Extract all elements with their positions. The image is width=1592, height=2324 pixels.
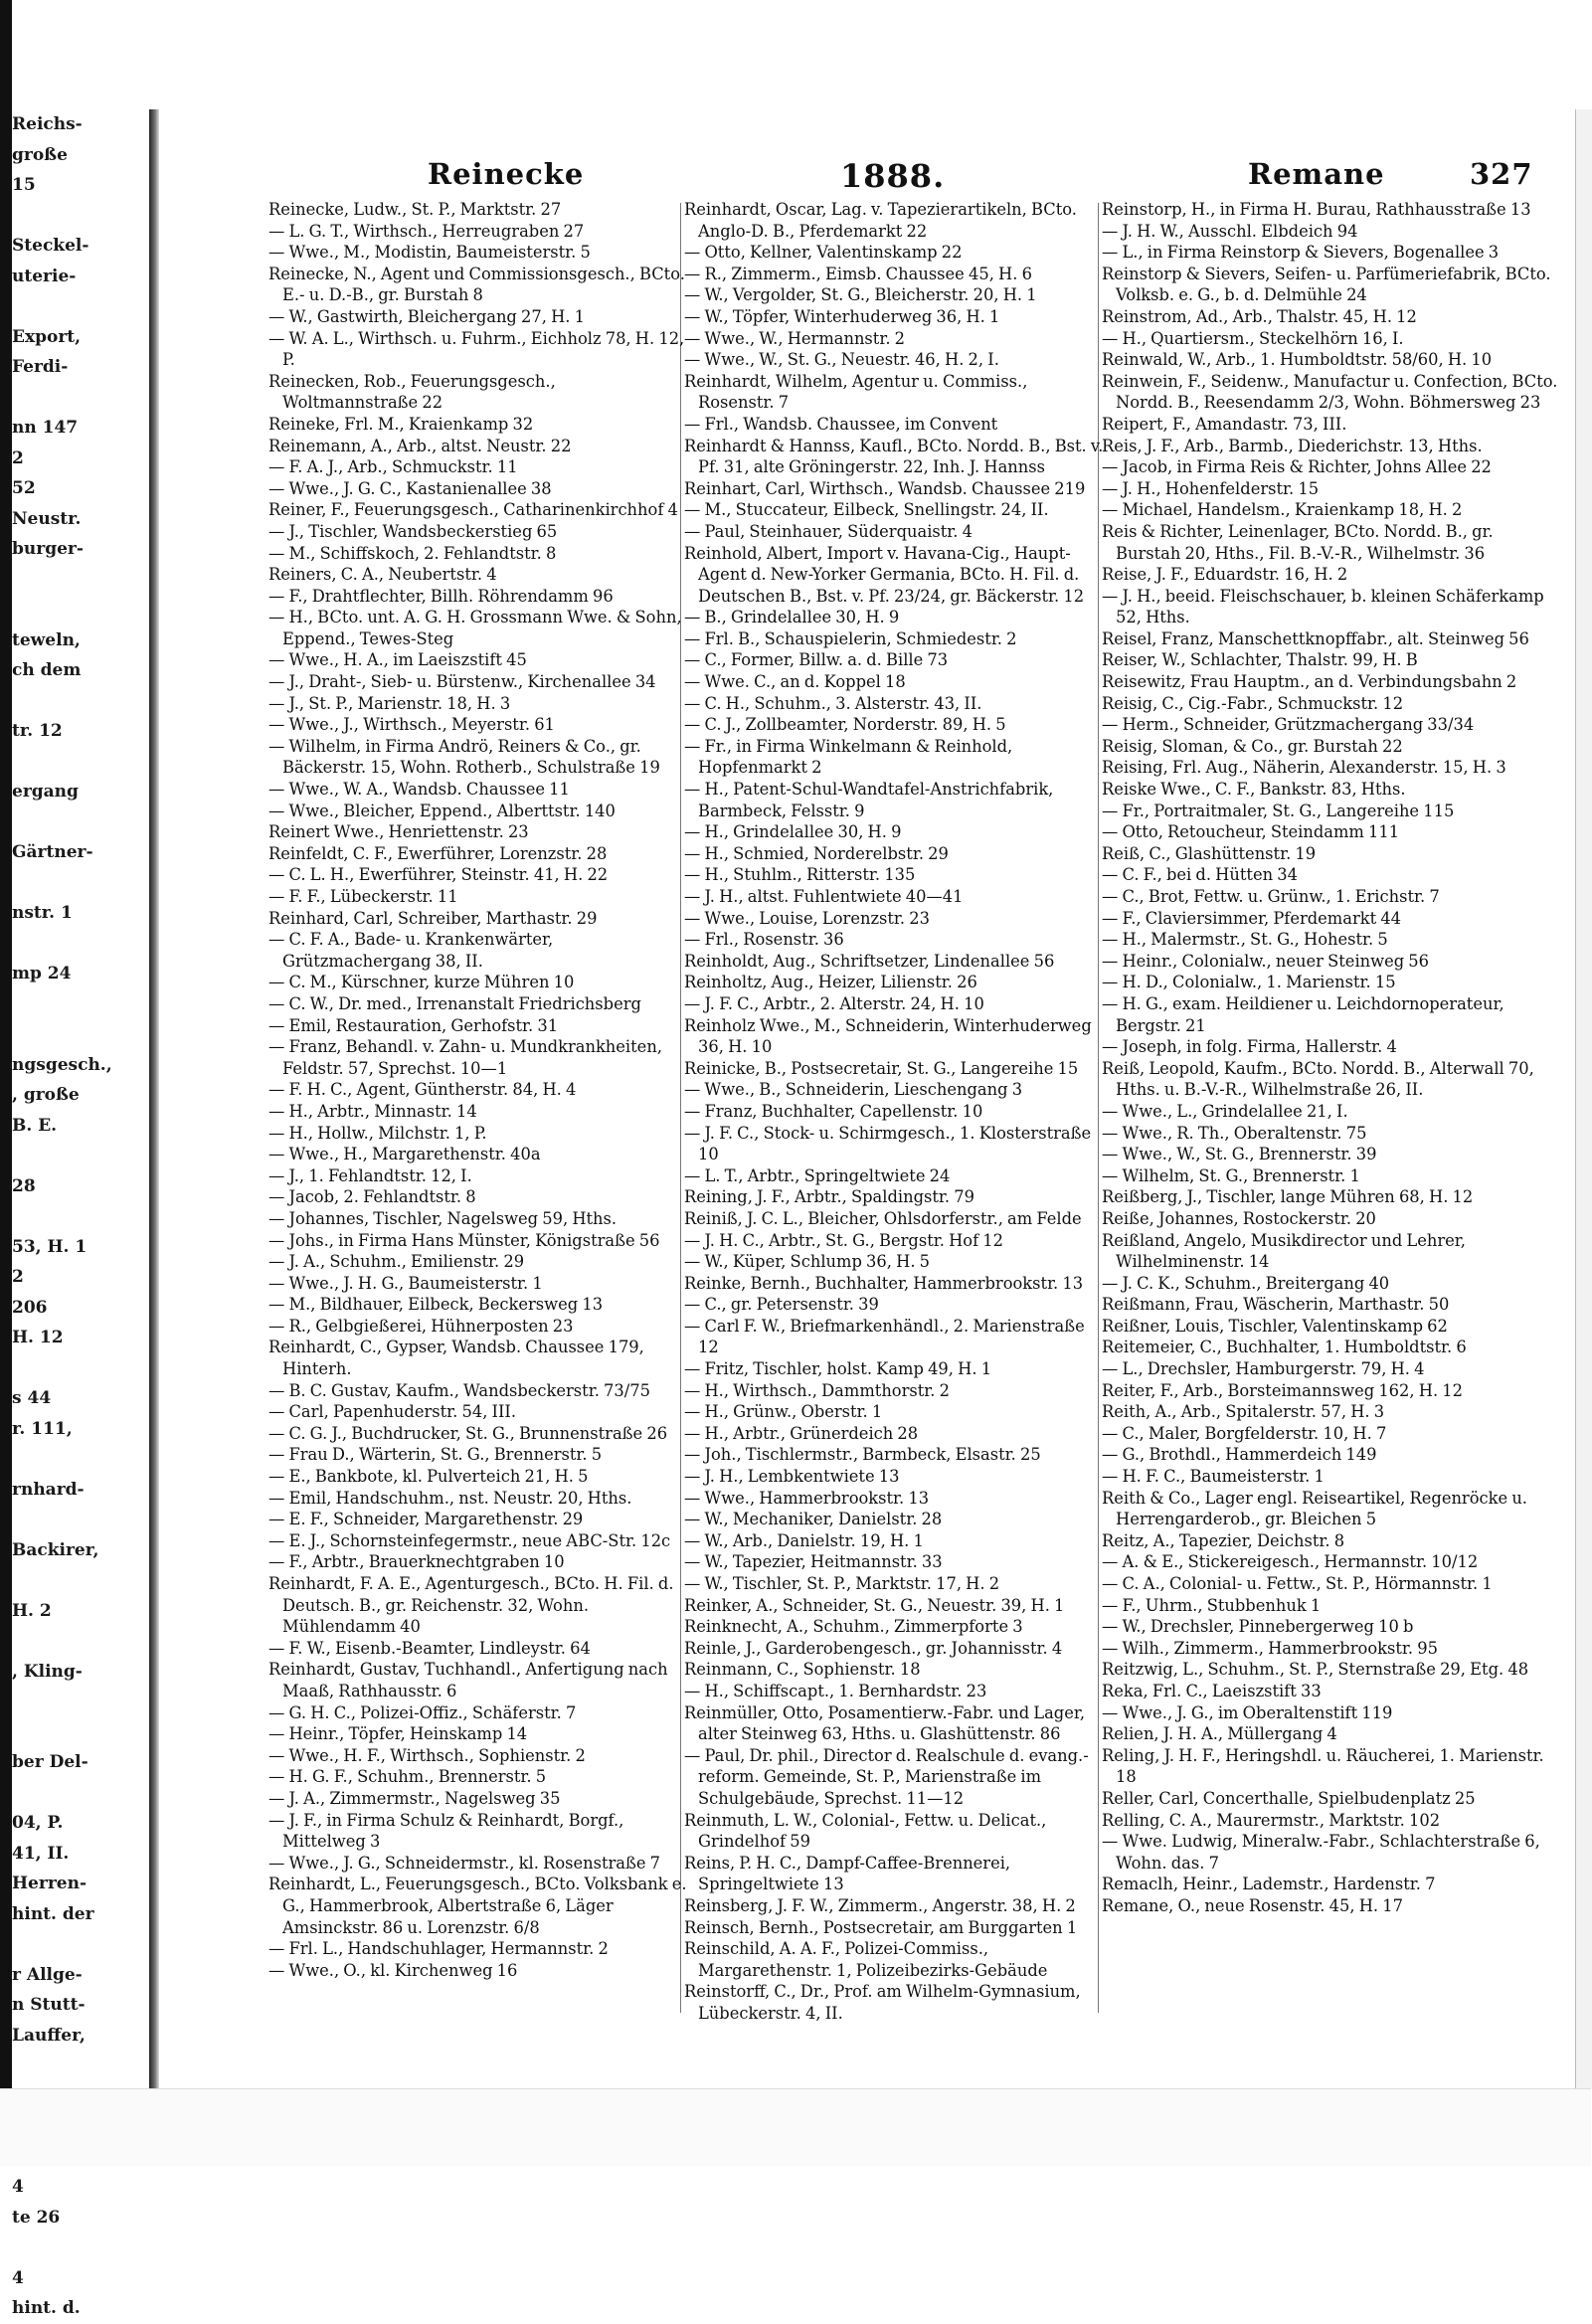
directory-entry: — H. G., exam. Heildiener u. Leichdornoperateur, Bergstr. 21: [1102, 993, 1504, 1035]
directory-entry: — Michael, Handelsm., Kraienkamp 18, H. 2: [1102, 500, 1463, 520]
directory-entry: — W., Tischler, St. P., Marktstr. 17, H. 2: [684, 1574, 1000, 1593]
directory-entry: Reißner, Louis, Tischler, Valentinskamp 62: [1102, 1316, 1448, 1336]
directory-entry: — Jacob, in Firma Reis & Richter, Johns Allee 22: [1102, 457, 1492, 477]
directory-entry: — W., Gastwirth, Bleichergang 27, H. 1: [268, 306, 586, 326]
facing-page-fragment: 4: [12, 2267, 24, 2288]
directory-entry: — Fritz, Tischler, holst. Kamp 49, H. 1: [684, 1359, 992, 1379]
facing-page-fragment: Herren-: [12, 1874, 88, 1893]
directory-entry: — H., Hollw., Milchstr. 1, P.: [268, 1123, 487, 1143]
column-1: [268, 199, 688, 2019]
directory-entry: — J., Draht-, Sieb- u. Bürstenw., Kirchenallee 34: [268, 672, 656, 692]
directory-entry: — M., Schiffskoch, 2. Fehlandtstr. 8: [268, 543, 557, 563]
facing-page-fragment: Backirer,: [12, 1539, 99, 1560]
directory-entry: Reitzwig, L., Schuhm., St. P., Sternstraße 29, Etg. 48: [1102, 1660, 1529, 1680]
book-gutter: [149, 109, 159, 2088]
directory-entry: Reiniß, J. C. L., Bleicher, Ohlsdorferstr., am Felde: [684, 1208, 1082, 1228]
directory-entry: Reinstorp, H., in Firma H. Burau, Rathhausstraße 13: [1102, 200, 1531, 219]
directory-entry: Remaclh, Heinr., Lademstr., Hardenstr. 7: [1102, 1875, 1436, 1894]
directory-entry: Reinhard, Carl, Schreiber, Marthastr. 29: [268, 908, 598, 928]
directory-entry: Reinholtz, Aug., Heizer, Lilienstr. 26: [684, 973, 977, 992]
facing-page-fragment: [12, 1505, 151, 1535]
facing-page-fragment: [12, 1778, 151, 1809]
facing-page-fragment: Steckel-: [12, 236, 89, 256]
directory-entry: — Wwe., J., Wirthsch., Meyerstr. 61: [268, 715, 555, 735]
facing-page-fragment: 53, H. 1: [12, 1236, 88, 1257]
column-3: [1102, 199, 1561, 2019]
directory-entry: Reipert, F., Amandastr. 73, III.: [1102, 414, 1347, 434]
directory-entry: — W., Mechaniker, Danielstr. 28: [684, 1510, 943, 1529]
directory-entry: — F. F., Lübeckerstr. 11: [268, 887, 458, 906]
directory-entry: — Frl. B., Schauspielerin, Schmiedestr. 2: [684, 628, 1017, 648]
directory-entry: Relien, J. H. A., Müllergang 4: [1102, 1724, 1337, 1744]
directory-entry: Reinstorp & Sievers, Seifen- u. Parfümeriefabrik, BCto. Volksb. e. G., b. d. Delmühle 24: [1102, 264, 1551, 305]
facing-page-fragment: ngsgesch.,: [12, 1054, 112, 1075]
directory-entry: — J. H., beeid. Fleischschauer, b. kleinen Schäferkamp 52, Hths.: [1102, 586, 1544, 627]
directory-entry: Reller, Carl, Concerthalle, Spielbudenplatz 25: [1102, 1788, 1476, 1808]
directory-entry: — Wwe., W. A., Wandsb. Chaussee 11: [268, 780, 570, 800]
directory-entry: Reitz, A., Tapezier, Deichstr. 8: [1102, 1530, 1345, 1550]
facing-page-fragment: Neustr.: [12, 508, 82, 529]
directory-entry: — J. F. C., Arbtr., 2. Alterstr. 24, H. 10: [684, 993, 984, 1013]
directory-entry: Reiß, C., Glashüttenstr. 19: [1102, 843, 1317, 863]
directory-entry: Reiß, Leopold, Kaufm., BCto. Nordd. B., Alterwall 70, Hths. u. B.-V.-R., Wilhelmstraße 26, II.: [1102, 1058, 1534, 1100]
directory-entry: — F., Drahtflechter, Billh. Röhrendamm 96: [268, 586, 614, 606]
directory-entry: Reinke, Bernh., Buchhalter, Hammerbrookstr. 13: [684, 1273, 1084, 1293]
directory-entry: — Fr., in Firma Winkelmann & Reinhold, Hopfenmarkt 2: [684, 736, 1013, 778]
directory-entry: — Frl. L., Handschuhlager, Hermannstr. 2: [268, 1939, 609, 1959]
directory-entry: — Jacob, 2. Fehlandtstr. 8: [268, 1187, 476, 1207]
directory-entry: Reinmüller, Otto, Posamentierw.-Fabr. und Lager, alter Steinweg 63, Hths. u. Glashüttenstr. 86: [684, 1702, 1086, 1744]
directory-entry: — F. W., Eisenb.-Beamter, Lindleystr. 64: [268, 1638, 591, 1658]
facing-page-fragment: 04, P.: [12, 1813, 64, 1833]
directory-entry: — J. H., Lembkentwiete 13: [684, 1467, 900, 1487]
facing-page-fragment: [12, 1626, 151, 1657]
directory-entry: Reinecken, Rob., Feuerungsgesch., Woltmannstraße 22: [268, 371, 556, 413]
directory-entry: — Wwe., W., St. G., Neuestr. 46, H. 2, I.: [684, 350, 999, 370]
directory-entry: — L., Drechsler, Hamburgerstr. 79, H. 4: [1102, 1359, 1425, 1379]
directory-entry: — H., Grindelallee 30, H. 9: [684, 822, 902, 842]
directory-entry: Reinhardt, Oscar, Lag. v. Tapezierartikeln, BCto. Anglo-D. B., Pferdemarkt 22: [684, 200, 1077, 241]
directory-entry: Reka, Frl. C., Laeiszstift 33: [1102, 1681, 1322, 1700]
directory-entry: — Wilh., Zimmerm., Hammerbrookstr. 95: [1102, 1638, 1438, 1658]
facing-page-fragment: [12, 1444, 151, 1475]
page-number: 327: [1470, 157, 1533, 191]
facing-page-fragment: [12, 989, 151, 1020]
directory-entry: Reinecke, N., Agent und Commissionsgesch., BCto. E.- u. D.-B., gr. Burstah 8: [268, 264, 685, 305]
directory-entry: — C. W., Dr. med., Irrenanstalt Friedrichsberg: [268, 993, 641, 1013]
directory-entry: — Wwe., J. G., im Oberaltenstift 119: [1102, 1702, 1393, 1722]
facing-page-fragment: [12, 1929, 151, 1960]
directory-entry: — Paul, Dr. phil., Director d. Realschule d. evang.-reform. Gemeinde, St. P., Marienstraße im Schulgebäude, Sprechst. 11—12: [684, 1745, 1089, 1808]
facing-page-fragment: hint. d.: [12, 2298, 81, 2318]
directory-entry: Reißland, Angelo, Musikdirector und Lehrer, Wilhelminenstr. 14: [1102, 1230, 1466, 1272]
page-edge: [1575, 109, 1592, 2088]
directory-entry: — Franz, Behandl. v. Zahn- u. Mundkrankheiten, Feldstr. 57, Sprechst. 10—1: [268, 1037, 662, 1078]
directory-entry: Reising, Frl. Aug., Näherin, Alexanderstr. 15, H. 3: [1102, 758, 1506, 778]
facing-page-fragment: 15: [12, 175, 36, 195]
facing-page-fragment: [12, 383, 151, 414]
directory-entry: Reinhardt, Wilhelm, Agentur u. Commiss., Rosenstr. 7: [684, 371, 1028, 413]
facing-page-fragment: [12, 595, 151, 626]
facing-page-fragment: [12, 1141, 151, 1171]
directory-entry: — Carl F. W., Briefmarkenhändl., 2. Marienstraße 12: [684, 1316, 1085, 1357]
directory-entry: — Wwe. C., an d. Koppel 18: [684, 672, 906, 692]
directory-entry: — J., 1. Fehlandtstr. 12, I.: [268, 1165, 472, 1185]
directory-entry: — C., gr. Petersenstr. 39: [684, 1295, 879, 1315]
directory-entry: — Carl, Papenhuderstr. 54, III.: [268, 1402, 517, 1422]
directory-entry: Reinemann, A., Arb., altst. Neustr. 22: [268, 436, 572, 455]
directory-entry: Reinhardt, L., Feuerungsgesch., BCto. Volksbank e. G., Hammerbrook, Albertstraße 6, Läger Amsinckstr. 86 u. Lorenzstr. 6/8: [268, 1875, 687, 1937]
directory-entry: Reißberg, J., Tischler, lange Mühren 68, H. 12: [1102, 1187, 1474, 1207]
facing-page-fragment: Reichs-: [12, 114, 83, 134]
directory-entry: Reinhardt, C., Gypser, Wandsb. Chaussee 179, Hinterh.: [268, 1338, 644, 1379]
facing-page-fragment: 41, II.: [12, 1843, 70, 1864]
facing-page-fragment: burger-: [12, 539, 84, 559]
directory-entry: Reiner, F., Feuerungsgesch., Catharinenkirchhof 4: [268, 500, 678, 520]
facing-page-fragment: [12, 807, 151, 838]
directory-entry: — W., Vergolder, St. G., Bleicherstr. 20, H. 1: [684, 285, 1037, 305]
directory-entry: — Wwe., Bleicher, Eppend., Alberttstr. 140: [268, 801, 616, 820]
facing-page-fragment: teweln,: [12, 629, 81, 650]
directory-entry: — H., Schiffscapt., 1. Bernhardstr. 23: [684, 1681, 987, 1700]
directory-entry: Relling, C. A., Maurermstr., Marktstr. 102: [1102, 1810, 1441, 1830]
directory-entry: Reinsberg, J. F. W., Zimmerm., Angerstr. 38, H. 2: [684, 1895, 1076, 1915]
directory-entry: — H., Patent-Schul-Wandtafel-Anstrichfabrik, Barmbeck, Felsstr. 9: [684, 780, 1054, 820]
directory-entry: — Wwe., H., Margarethenstr. 40a: [268, 1145, 541, 1164]
directory-entry: — H., Wirthsch., Dammthorstr. 2: [684, 1380, 950, 1400]
directory-entry: — Wwe., W., St. G., Brennerstr. 39: [1102, 1145, 1377, 1164]
facing-page-fragment: ch dem: [12, 660, 82, 680]
facing-page-fragment: H. 12: [12, 1328, 64, 1347]
facing-page-fragment: [12, 929, 151, 960]
directory-entry: — Paul, Steinhauer, Süderquaistr. 4: [684, 521, 973, 541]
directory-entry: — J. C. K., Schuhm., Breitergang 40: [1102, 1273, 1390, 1293]
directory-entry: — H. G. F., Schuhm., Brennerstr. 5: [268, 1767, 547, 1787]
directory-entry: — Wwe., J. G., Schneidermstr., kl. Rosenstraße 7: [268, 1853, 661, 1873]
facing-page-fragment: [12, 1717, 151, 1748]
running-head-left: Reinecke: [428, 157, 585, 191]
directory-entry: Reinfeldt, C. F., Ewerführer, Lorenzstr. 28: [268, 843, 608, 863]
directory-entry: — B. C. Gustav, Kaufm., Wandsbeckerstr. 73/75: [268, 1380, 650, 1400]
directory-entry: — Frau D., Wärterin, St. G., Brennerstr. 5: [268, 1445, 603, 1465]
directory-entry: — R., Gelbgießerei, Hühnerposten 23: [268, 1316, 574, 1336]
directory-entry: — W., Tapezier, Heitmannstr. 33: [684, 1552, 943, 1572]
directory-entry: — W., Arb., Danielstr. 19, H. 1: [684, 1530, 924, 1550]
directory-entry: Reisewitz, Frau Hauptm., an d. Verbindungsbahn 2: [1102, 672, 1517, 692]
directory-entry: — W., Drechsler, Pinnebergerweg 10 b: [1102, 1617, 1414, 1637]
facing-page-fragment: , große: [12, 1085, 80, 1105]
directory-entry: Reinmuth, L. W., Colonial-, Fettw. u. Delicat., Grindelhof 59: [684, 1810, 1047, 1852]
directory-entry: — Wilhelm, St. G., Brennerstr. 1: [1102, 1165, 1360, 1185]
facing-page-fragment: große: [12, 144, 68, 165]
directory-entry: — J. H., Hohenfelderstr. 15: [1102, 478, 1320, 498]
directory-entry: — C. J., Zollbeamter, Norderstr. 89, H. 5: [684, 715, 1006, 735]
directory-entry: — J., St. P., Marienstr. 18, H. 3: [268, 693, 511, 713]
facing-page-fragment: ber Del-: [12, 1752, 88, 1772]
directory-entry: — L. T., Arbtr., Springeltwiete 24: [684, 1165, 951, 1185]
facing-page-fragment: r Allge-: [12, 1964, 83, 1985]
directory-entry: Reinwald, W., Arb., 1. Humboldtstr. 58/60, H. 10: [1102, 350, 1493, 370]
directory-entry: — F. A. J., Arb., Schmuckstr. 11: [268, 457, 518, 477]
directory-entry: Reis, J. F., Arb., Barmb., Diederichstr. 13, Hths.: [1102, 436, 1483, 455]
directory-entry: Reineke, Frl. M., Kraienkamp 32: [268, 414, 534, 434]
facing-page-fragment: 28: [12, 1175, 36, 1196]
facing-page-fragment: [12, 201, 151, 232]
directory-entry: Reinschild, A. A. F., Polizei-Commiss., Margarethenstr. 1, Polizeibezirks-Gebäude: [684, 1939, 1048, 1980]
directory-entry: — Heinr., Colonialw., neuer Steinweg 56: [1102, 951, 1430, 971]
directory-entry: — C. L. H., Ewerführer, Steinstr. 41, H. 22: [268, 865, 609, 885]
directory-entry: Reiter, F., Arb., Borsteimannsweg 162, H. 12: [1102, 1380, 1464, 1400]
directory-entry: — J. F. C., Stock- u. Schirmgesch., 1. Klosterstraße 10: [684, 1123, 1092, 1164]
directory-entry: — H., Quartiersm., Steckelhörn 16, I.: [1102, 328, 1404, 348]
facing-page-fragment: [12, 2233, 151, 2263]
directory-entry: — H., BCto. unt. A. G. H. Grossmann Wwe. & Sohn, Eppend., Tewes-Steg: [268, 608, 682, 648]
year-heading: 1888.: [840, 157, 946, 195]
facing-page-fragment: H. 2: [12, 1600, 52, 1621]
facing-page-fragment: [12, 1019, 151, 1050]
directory-entry: — J. A., Schuhm., Emilienstr. 29: [268, 1252, 525, 1272]
directory-entry: Reinholdt, Aug., Schriftsetzer, Lindenallee 56: [684, 951, 1055, 971]
facing-page-fragment: n Stutt-: [12, 1995, 86, 2015]
directory-entry: Reins, P. H. C., Dampf-Caffee-Brennerei, Springeltwiete 13: [684, 1853, 1011, 1894]
directory-entry: — Wwe., H. A., im Laeiszstift 45: [268, 650, 527, 670]
facing-page-fragment: [12, 565, 151, 596]
directory-entry: — Joseph, in folg. Firma, Hallerstr. 4: [1102, 1037, 1397, 1057]
directory-entry: — Frl., Rosenstr. 36: [684, 930, 844, 950]
directory-entry: — H., Arbtr., Grünerdeich 28: [684, 1423, 919, 1443]
facing-page-fragment: [12, 686, 151, 717]
directory-entry: — Wwe., J. G. C., Kastanienallee 38: [268, 478, 552, 498]
directory-entry: — Frl., Wandsb. Chaussee, im Convent: [684, 414, 998, 434]
directory-entry: — Franz, Buchhalter, Capellenstr. 10: [684, 1101, 983, 1121]
facing-page-fragment: [12, 1687, 151, 1717]
facing-page-fragment: 206: [12, 1297, 48, 1318]
directory-entry: — C. F., bei d. Hütten 34: [1102, 865, 1298, 885]
directory-entry: — H. F. C., Baumeisterstr. 1: [1102, 1467, 1325, 1487]
directory-entry: Reiners, C. A., Neubertstr. 4: [268, 565, 497, 585]
directory-entry: — E., Bankbote, kl. Pulverteich 21, H. 5: [268, 1467, 589, 1487]
directory-entry: Reiske Wwe., C. F., Bankstr. 83, Hths.: [1102, 780, 1406, 800]
facing-page-fragment: [12, 868, 151, 899]
directory-entry: — Wwe. Ludwig, Mineralw.-Fabr., Schlachterstraße 6, Wohn. das. 7: [1102, 1832, 1540, 1873]
facing-page-fragment: nstr. 1: [12, 903, 73, 923]
directory-entry: — Johs., in Firma Hans Münster, Königstraße 56: [268, 1230, 660, 1250]
facing-page-fragment: s 44: [12, 1388, 52, 1408]
facing-page-fragment: [12, 2051, 151, 2081]
facing-page-fragment: 4: [12, 2177, 24, 2197]
facing-page-fragment: 2: [12, 1267, 24, 1287]
directory-entry: — J. H. W., Ausschl. Elbdeich 94: [1102, 221, 1358, 241]
directory-entry: — R., Zimmerm., Eimsb. Chaussee 45, H. 6: [684, 264, 1032, 283]
directory-entry: Reinecke, Ludw., St. P., Marktstr. 27: [268, 200, 562, 219]
directory-entry: — Wwe., R. Th., Oberaltenstr. 75: [1102, 1123, 1367, 1143]
directory-entry: — Wwe., H. F., Wirthsch., Sophienstr. 2: [268, 1745, 586, 1765]
directory-entry: Reinhart, Carl, Wirthsch., Wandsb. Chaussee 219: [684, 478, 1086, 498]
directory-entry: — Heinr., Töpfer, Heinskamp 14: [268, 1724, 528, 1744]
directory-entry: — M., Stuccateur, Eilbeck, Snellingstr. 24, II.: [684, 500, 1049, 520]
directory-entry: — C., Brot, Fettw. u. Grünw., 1. Erichstr. 7: [1102, 887, 1440, 906]
directory-entry: Reinicke, B., Postsecretair, St. G., Langereihe 15: [684, 1058, 1079, 1078]
directory-entry: — Wwe., M., Modistin, Baumeisterstr. 5: [268, 243, 591, 263]
facing-page-fragment: B. E.: [12, 1115, 58, 1136]
directory-entry: Reisig, C., Cig.-Fabr., Schmuckstr. 12: [1102, 693, 1404, 713]
facing-page-fragment: , Kling-: [12, 1661, 83, 1682]
scanner-bottom: [0, 2088, 1591, 2166]
directory-entry: — C. G. J., Buchdrucker, St. G., Brunnenstraße 26: [268, 1423, 668, 1443]
directory-entry: — Wwe., O., kl. Kirchenweg 16: [268, 1960, 518, 1980]
directory-entry: Reinhardt, Gustav, Tuchhandl., Anfertigung nach Maaß, Rathhausstr. 6: [268, 1660, 668, 1700]
directory-entry: Reinstrom, Ad., Arb., Thalstr. 45, H. 12: [1102, 306, 1417, 326]
directory-entry: — H., Malermstr., St. G., Hohestr. 5: [1102, 930, 1388, 950]
directory-entry: — W., Küper, Schlump 36, H. 5: [684, 1252, 931, 1272]
facing-page-fragment: rnhard-: [12, 1479, 85, 1500]
facing-page-fragment: [12, 1201, 151, 1232]
column-2: [684, 199, 1106, 2023]
directory-entry: — H., Arbtr., Minnastr. 14: [268, 1101, 477, 1121]
directory-entry: Reitemeier, C., Buchhalter, 1. Humboldtstr. 6: [1102, 1338, 1467, 1357]
facing-page-fragment: te 26: [12, 2207, 61, 2228]
directory-entry: Reinwein, F., Seidenw., Manufactur u. Confection, BCto. Nordd. B., Reesendamm 2/3, Wohn. Böhmersweg 23: [1102, 371, 1558, 413]
directory-entry: Reißmann, Frau, Wäscherin, Marthastr. 50: [1102, 1295, 1450, 1315]
directory-entry: — H. D., Colonialw., 1. Marienstr. 15: [1102, 973, 1396, 992]
directory-entry: Reinmann, C., Sophienstr. 18: [684, 1660, 921, 1680]
facing-page-fragment: 52: [12, 478, 36, 498]
directory-entry: — Otto, Retoucheur, Steindamm 111: [1102, 822, 1400, 842]
directory-entry: — Wwe., B., Schneiderin, Lieschengang 3: [684, 1080, 1023, 1100]
directory-entry: — Wwe., Louise, Lorenzstr. 23: [684, 908, 930, 928]
facing-page-fragment: tr. 12: [12, 721, 63, 741]
directory-page: [268, 147, 1561, 2023]
directory-entry: — W., Töpfer, Winterhuderweg 36, H. 1: [684, 306, 1000, 326]
directory-entry: — Emil, Handschuhm., nst. Neustr. 20, Hths.: [268, 1488, 632, 1508]
facing-page-fragment: [12, 1565, 151, 1596]
directory-entry: — H., Schmied, Norderelbstr. 29: [684, 843, 949, 863]
directory-entry: — J. H., altst. Fuhlentwiete 40—41: [684, 887, 964, 906]
directory-entry: Reith, A., Arb., Spitalerstr. 57, H. 3: [1102, 1402, 1385, 1422]
directory-entry: — E. J., Schornsteinfegermstr., neue ABC-Str. 12c: [268, 1530, 671, 1550]
directory-entry: Reling, J. H. F., Heringshdl. u. Räucherei, 1. Marienstr. 18: [1102, 1745, 1544, 1787]
directory-entry: Reinstorff, C., Dr., Prof. am Wilhelm-Gymnasium, Lübeckerstr. 4, II.: [684, 1982, 1081, 2023]
directory-entry: — L. G. T., Wirthsch., Herreugraben 27: [268, 221, 585, 241]
directory-entry: Reise, J. F., Eduardstr. 16, H. 2: [1102, 565, 1348, 585]
directory-entry: — M., Bildhauer, Eilbeck, Beckersweg 13: [268, 1295, 604, 1315]
facing-page-fragment: Export,: [12, 326, 82, 347]
running-head-right: Remane: [1248, 157, 1385, 191]
facing-page-fragment: 2: [12, 447, 24, 468]
directory-entry: — Wilhelm, in Firma Andrö, Reiners & Co., gr. Bäckerstr. 15, Wohn. Rotherb., Schulstraße 19: [268, 736, 660, 778]
facing-page-fragment: Lauffer,: [12, 2025, 86, 2046]
directory-entry: — Herm., Schneider, Grützmachergang 33/34: [1102, 715, 1475, 735]
directory-entry: — Wwe., W., Hermannstr. 2: [684, 328, 906, 348]
directory-entry: — Emil, Restauration, Gerhofstr. 31: [268, 1015, 559, 1035]
directory-entry: Reinhold, Albert, Import v. Havana-Cig., Haupt-Agent d. New-Yorker Germania, BCto. H. Fil. d. Deutschen B., Bst. v. Pf. 23/24, gr. Bäckerstr. 12: [684, 543, 1085, 606]
directory-entry: — Otto, Kellner, Valentinskamp 22: [684, 243, 963, 263]
directory-entry: Reis & Richter, Leinenlager, BCto. Nordd. B., gr. Burstah 20, Hths., Fil. B.-V.-R., Wilhelmstr. 36: [1102, 521, 1494, 563]
facing-page-fragment: [12, 291, 151, 322]
directory-entry: — G., Brothdl., Hammerdeich 149: [1102, 1445, 1377, 1465]
directory-entry: — F. H. C., Agent, Güntherstr. 84, H. 4: [268, 1080, 577, 1100]
directory-entry: Reinholz Wwe., M., Schneiderin, Winterhuderweg 36, H. 10: [684, 1015, 1092, 1057]
directory-entry: — W. A. L., Wirthsch. u. Fuhrm., Eichholz 78, H. 12, P.: [268, 328, 685, 370]
directory-entry: — J., Tischler, Wandsbeckerstieg 65: [268, 521, 558, 541]
directory-entry: Reith & Co., Lager engl. Reiseartikel, Regenröcke u. Herrengarderob., gr. Bleichen 5: [1102, 1488, 1527, 1529]
facing-page-fragment: nn 147: [12, 418, 79, 438]
directory-entry: — A. & E., Stickereigesch., Hermannstr. 10/12: [1102, 1552, 1479, 1572]
directory-entry: — C. F. A., Bade- u. Krankenwärter, Grützmachergang 38, II.: [268, 930, 554, 971]
directory-entry: Remane, O., neue Rosenstr. 45, H. 17: [1102, 1895, 1403, 1915]
directory-entry: — Fr., Portraitmaler, St. G., Langereihe 115: [1102, 801, 1455, 820]
directory-entry: Reisig, Sloman, & Co., gr. Burstah 22: [1102, 736, 1403, 756]
facing-page-fragment: Ferdi-: [12, 357, 69, 377]
directory-entry: Reiße, Johannes, Rostockerstr. 20: [1102, 1208, 1376, 1228]
facing-page-strip: [12, 109, 151, 2318]
directory-entry: Reinsch, Bernh., Postsecretair, am Burggarten 1: [684, 1917, 1078, 1937]
directory-entry: — C. A., Colonial- u. Fettw., St. P., Hörmannstr. 1: [1102, 1574, 1493, 1593]
directory-entry: Reining, J. F., Arbtr., Spaldingstr. 79: [684, 1187, 974, 1207]
directory-entry: — Wwe., J. H. G., Baumeisterstr. 1: [268, 1273, 543, 1293]
facing-page-fragment: Gärtner-: [12, 842, 93, 862]
directory-entry: — E. F., Schneider, Margarethenstr. 29: [268, 1510, 584, 1529]
directory-entry: — L., in Firma Reinstorp & Sievers, Bogenallee 3: [1102, 243, 1500, 263]
directory-entry: — Joh., Tischlermstr., Barmbeck, Elsastr. 25: [684, 1445, 1041, 1465]
facing-page-fragment: hint. der: [12, 1903, 94, 1924]
directory-entry: — C. M., Kürschner, kurze Mühren 10: [268, 973, 575, 992]
directory-entry: Reinknecht, A., Schuhm., Zimmerpforte 3: [684, 1617, 1023, 1637]
directory-entry: Reinhardt & Hannss, Kaufl., BCto. Nordd. B., Bst. v. Pf. 31, alte Gröningerstr. 22, Inh. J. Hannss: [684, 436, 1104, 477]
directory-entry: — Wwe., L., Grindelallee 21, I.: [1102, 1101, 1348, 1121]
directory-entry: — B., Grindelallee 30, H. 9: [684, 608, 900, 627]
directory-entry: — Wwe., Hammerbrookstr. 13: [684, 1488, 930, 1508]
directory-entry: — Johannes, Tischler, Nagelsweg 59, Hths.: [268, 1208, 618, 1228]
facing-page-fragment: [12, 747, 151, 778]
directory-entry: — F., Uhrm., Stubbenhuk 1: [1102, 1595, 1322, 1615]
directory-entry: Reinker, A., Schneider, St. G., Neuestr. 39, H. 1: [684, 1595, 1065, 1615]
directory-entry: — J. A., Zimmermstr., Nagelsweg 35: [268, 1788, 561, 1808]
directory-entry: Reinhardt, F. A. E., Agenturgesch., BCto. H. Fil. d. Deutsch. B., gr. Reichenstr. 32, Wohn. Mühlendamm 40: [268, 1574, 674, 1637]
directory-entry: — C., Maler, Borgfelderstr. 10, H. 7: [1102, 1423, 1387, 1443]
facing-page-fragment: ergang: [12, 782, 79, 802]
directory-entry: Reinert Wwe., Henriettenstr. 23: [268, 822, 529, 842]
directory-entry: — H., Stuhlm., Ritterstr. 135: [684, 865, 916, 885]
facing-page-fragment: [12, 1353, 151, 1384]
facing-page-fragment: uterie-: [12, 266, 77, 286]
scan-left-shadow: [0, 0, 12, 2165]
facing-page-fragment: mp 24: [12, 964, 72, 983]
directory-entry: Reiser, W., Schlachter, Thalstr. 99, H. B: [1102, 650, 1418, 670]
directory-entry: — G. H. C., Polizei-Offiz., Schäferstr. 7: [268, 1702, 577, 1722]
directory-entry: — C., Former, Billw. a. d. Bille 73: [684, 650, 949, 670]
directory-entry: Reisel, Franz, Manschettknopffabr., alt. Steinweg 56: [1102, 628, 1529, 648]
facing-page-fragment: r. 111,: [12, 1418, 73, 1439]
directory-entry: — J. H. C., Arbtr., St. G., Bergstr. Hof 12: [684, 1230, 1004, 1250]
directory-entry: — H., Grünw., Oberstr. 1: [684, 1402, 883, 1422]
directory-entry: — F., Arbtr., Brauerknechtgraben 10: [268, 1552, 565, 1572]
directory-entry: — J. F., in Firma Schulz & Reinhardt, Borgf., Mittelweg 3: [268, 1810, 624, 1852]
directory-entry: — C. H., Schuhm., 3. Alsterstr. 43, II.: [684, 693, 982, 713]
directory-entry: Reinle, J., Garderobengesch., gr. Johannisstr. 4: [684, 1638, 1063, 1658]
directory-entry: — F., Claviersimmer, Pferdemarkt 44: [1102, 908, 1402, 928]
